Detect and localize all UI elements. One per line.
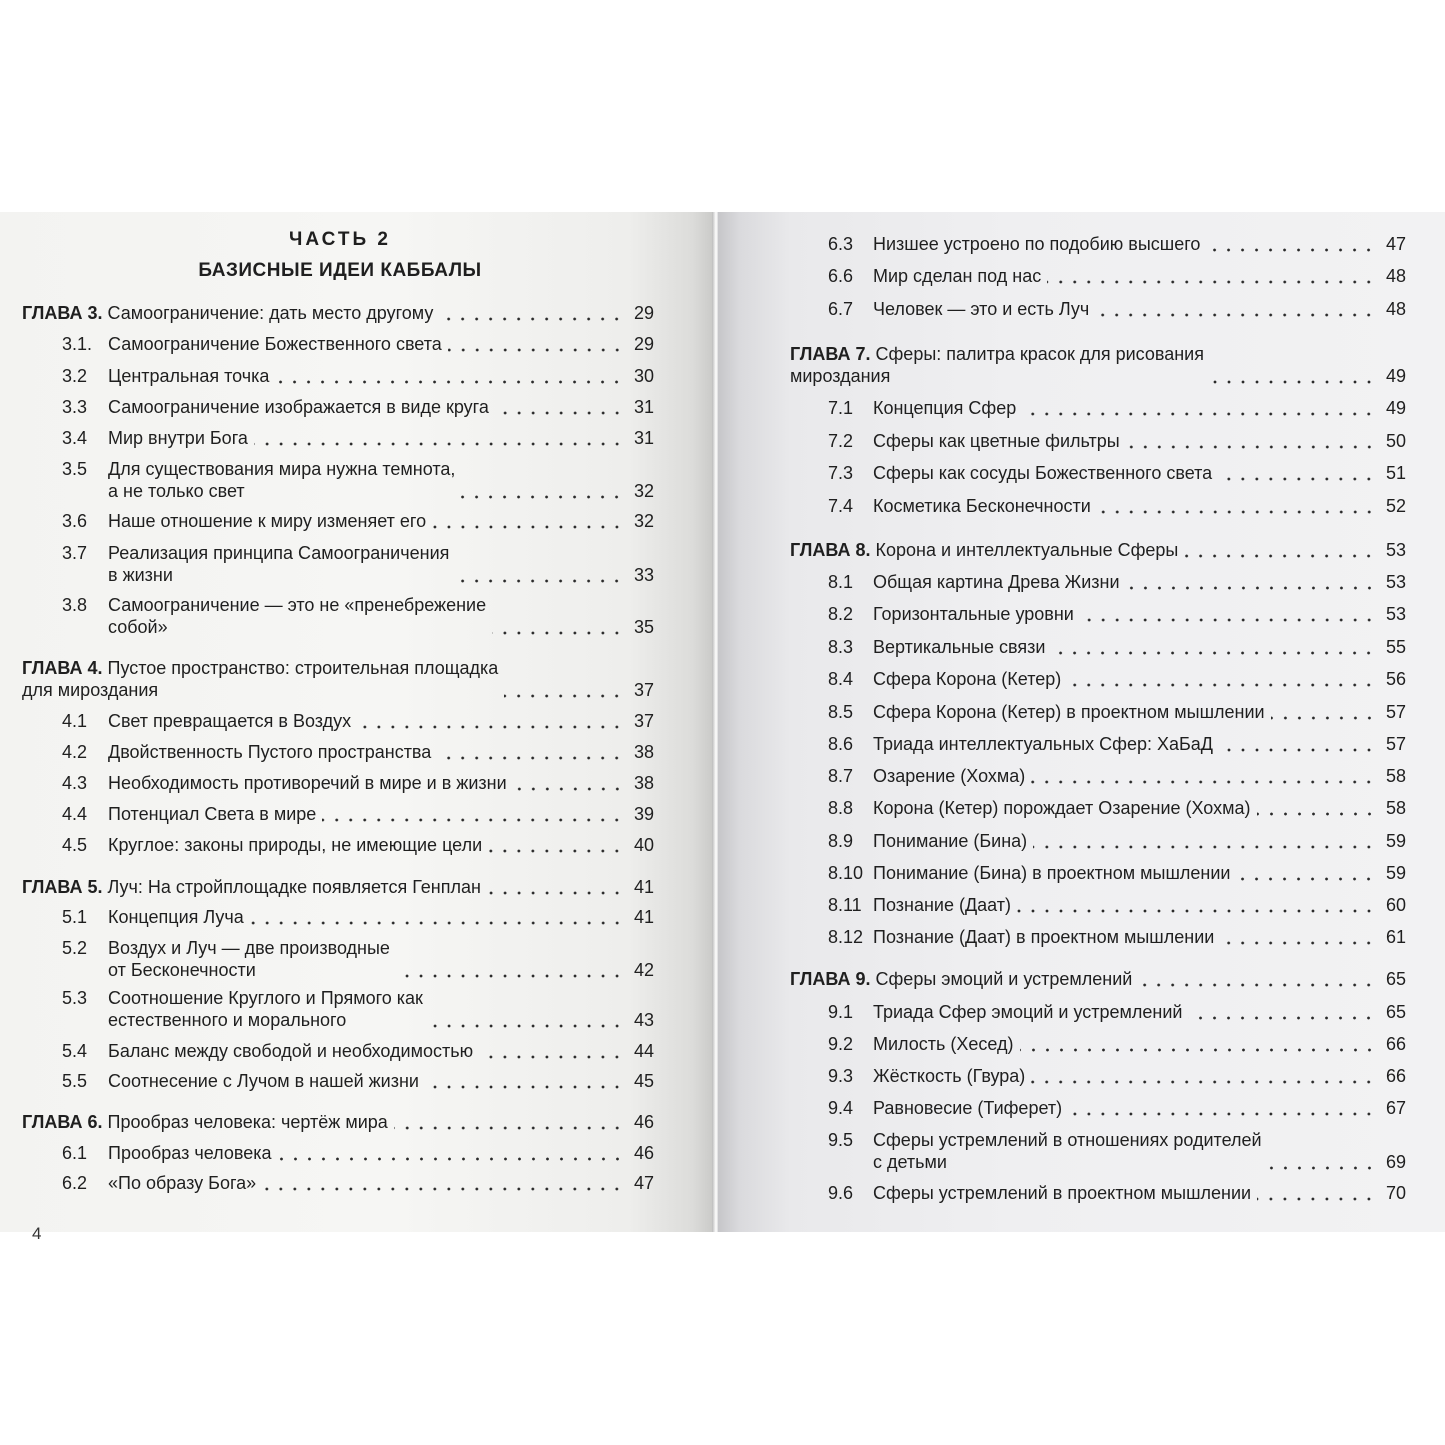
section-title: Сферы как цветные фильтры bbox=[873, 431, 1120, 451]
toc-section-row bbox=[828, 862, 1406, 884]
dot-leader bbox=[479, 1040, 624, 1062]
section-title: Самоограничение — это не «пренебрежение собой» bbox=[108, 595, 487, 637]
book-spread bbox=[0, 212, 1445, 1243]
toc-page-number: 48 bbox=[1385, 299, 1406, 319]
section-number: 3.4 bbox=[62, 428, 88, 448]
toc-page-number: 50 bbox=[1385, 431, 1406, 451]
toc-section-row bbox=[828, 397, 1406, 419]
toc-page-number: 61 bbox=[1385, 927, 1406, 947]
dot-leader bbox=[1218, 462, 1376, 484]
section-title: Озарение (Хохма) bbox=[873, 766, 1026, 786]
toc-page-number: 53 bbox=[1385, 604, 1406, 624]
toc-page-number: 43 bbox=[633, 1010, 654, 1030]
section-number: 6.2 bbox=[62, 1173, 88, 1193]
dot-leader bbox=[1188, 1001, 1376, 1023]
toc-section-row bbox=[62, 1142, 654, 1164]
section-number: 7.4 bbox=[828, 496, 854, 516]
toc-section-row bbox=[62, 365, 654, 387]
section-title: Познание (Даат) в проектном мышлении bbox=[873, 927, 1215, 947]
toc-page-number: 30 bbox=[633, 366, 654, 386]
section-number: 3.8 bbox=[62, 595, 88, 615]
toc-section-row bbox=[828, 797, 1406, 819]
section-number: 3.3 bbox=[62, 397, 88, 417]
dot-leader bbox=[1220, 926, 1376, 948]
toc-section-row bbox=[828, 765, 1406, 787]
toc-page-number: 65 bbox=[1385, 1002, 1406, 1022]
chapter-label: ГЛАВА 4. bbox=[22, 658, 103, 678]
section-number: 6.7 bbox=[828, 299, 854, 319]
toc-page-number: 55 bbox=[1385, 637, 1406, 657]
dot-leader bbox=[461, 480, 624, 502]
toc-page-number: 29 bbox=[633, 334, 654, 354]
toc-chapter-row bbox=[22, 302, 654, 324]
toc-section-row bbox=[62, 710, 654, 732]
toc-page-number: 46 bbox=[633, 1143, 654, 1163]
toc-page-number: 56 bbox=[1385, 669, 1406, 689]
toc-section-row bbox=[828, 495, 1406, 517]
toc-page-number: 47 bbox=[1385, 234, 1406, 254]
toc-page-number: 49 bbox=[1385, 366, 1406, 386]
dot-leader bbox=[1097, 495, 1376, 517]
dot-leader bbox=[487, 876, 624, 898]
toc-section-row bbox=[828, 668, 1406, 690]
toc-page-number: 31 bbox=[633, 428, 654, 448]
dot-leader bbox=[1051, 636, 1376, 658]
toc-section-row bbox=[62, 396, 654, 418]
section-title: Соотнесение с Лучом в нашей жизни bbox=[108, 1071, 419, 1091]
dot-leader bbox=[1138, 968, 1376, 990]
toc-page-number: 57 bbox=[1385, 734, 1406, 754]
dot-leader bbox=[1022, 397, 1376, 419]
section-title: Сферы как сосуды Божественного света bbox=[873, 463, 1213, 483]
dot-leader bbox=[278, 1142, 624, 1164]
section-title: Мир сделан под нас bbox=[873, 266, 1042, 286]
chapter-title: Корона и интеллектуальные Сферы bbox=[870, 540, 1179, 560]
dot-leader bbox=[1210, 365, 1376, 387]
dot-leader bbox=[495, 396, 624, 418]
toc-section-row bbox=[62, 937, 654, 981]
dot-leader bbox=[492, 616, 624, 638]
toc-page-number: 31 bbox=[633, 397, 654, 417]
toc-page-number: 66 bbox=[1385, 1066, 1406, 1086]
section-title: Низшее устроено по подобию высшего bbox=[873, 234, 1201, 254]
toc-chapter-row bbox=[790, 343, 1406, 387]
toc-section-row bbox=[828, 571, 1406, 593]
toc-section-row bbox=[828, 1129, 1406, 1173]
toc-page-number: 38 bbox=[633, 773, 654, 793]
dot-leader bbox=[513, 772, 624, 794]
toc-page-number: 65 bbox=[1385, 969, 1406, 989]
chapter-title: Самоограничение: дать место другому bbox=[102, 303, 434, 323]
dot-leader bbox=[439, 302, 624, 324]
toc-page-number: 40 bbox=[633, 835, 654, 855]
toc-section-row bbox=[62, 987, 654, 1031]
section-number: 5.3 bbox=[62, 988, 88, 1008]
section-number: 9.5 bbox=[828, 1130, 854, 1150]
dot-leader bbox=[432, 510, 624, 532]
toc-page-number: 41 bbox=[633, 877, 654, 897]
dot-leader bbox=[488, 834, 624, 856]
dot-leader bbox=[425, 1070, 624, 1092]
part-heading: ЧАСТЬ 2 bbox=[289, 229, 391, 250]
section-title: Для существования мира нужна темнота, а не только свет bbox=[108, 459, 456, 501]
toc-page-number: 47 bbox=[633, 1173, 654, 1193]
chapter-title: Луч: На стройплощадке появляется Генплан bbox=[102, 877, 481, 897]
section-number: 4.1 bbox=[62, 711, 88, 731]
dot-leader bbox=[357, 710, 624, 732]
toc-section-row bbox=[828, 1097, 1406, 1119]
section-number: 8.11 bbox=[828, 895, 862, 915]
toc-section-row bbox=[828, 830, 1406, 852]
dot-leader bbox=[1268, 1151, 1376, 1173]
section-title: Наше отношение к миру изменяет его bbox=[108, 511, 427, 531]
section-number: 3.2 bbox=[62, 366, 88, 386]
chapter-title: Сферы эмоций и устремлений bbox=[870, 969, 1133, 989]
section-number: 5.4 bbox=[62, 1041, 88, 1061]
section-number: 6.6 bbox=[828, 266, 854, 286]
section-title: Косметика Бесконечности bbox=[873, 496, 1091, 516]
section-title: Триада Сфер эмоций и устремлений bbox=[873, 1002, 1183, 1022]
dot-leader bbox=[275, 365, 624, 387]
section-title: «По образу Бога» bbox=[108, 1173, 257, 1193]
toc-page-number: 52 bbox=[1385, 496, 1406, 516]
section-title: Соотношение Круглого и Прямого как естественного и морального bbox=[108, 988, 423, 1030]
toc-chapter-row bbox=[790, 539, 1406, 561]
section-title: Триада интеллектуальных Сфер: ХаБаД bbox=[873, 734, 1213, 754]
toc-page-number: 29 bbox=[633, 303, 654, 323]
toc-page-number: 59 bbox=[1385, 831, 1406, 851]
toc-section-row bbox=[828, 265, 1406, 287]
toc-page-number: 32 bbox=[633, 481, 654, 501]
toc-page-number: 53 bbox=[1385, 572, 1406, 592]
toc-page-number: 39 bbox=[633, 804, 654, 824]
toc-section-row bbox=[828, 701, 1406, 723]
toc-page-number: 67 bbox=[1385, 1098, 1406, 1118]
toc-section-row bbox=[828, 1065, 1406, 1087]
toc-page-number: 38 bbox=[633, 742, 654, 762]
dot-leader bbox=[1047, 265, 1376, 287]
toc-section-row bbox=[828, 298, 1406, 320]
section-number: 7.2 bbox=[828, 431, 854, 451]
dot-leader bbox=[437, 741, 624, 763]
section-title: Центральная точка bbox=[108, 366, 270, 386]
chapter-label: ГЛАВА 5. bbox=[22, 877, 103, 897]
left-page bbox=[0, 212, 714, 1243]
toc-page-number: 57 bbox=[1385, 702, 1406, 722]
toc-page-number: 58 bbox=[1385, 798, 1406, 818]
toc-chapter-row bbox=[22, 657, 654, 701]
section-title: Понимание (Бина) в проектном мышлении bbox=[873, 863, 1231, 883]
section-title: Воздух и Луч — две производные от Бесконечности bbox=[108, 938, 390, 980]
toc-chapter-row bbox=[790, 968, 1406, 990]
section-number: 9.2 bbox=[828, 1034, 854, 1054]
section-title: Потенциал Света в мире bbox=[108, 804, 317, 824]
toc-page-number: 60 bbox=[1385, 895, 1406, 915]
toc-page-number: 59 bbox=[1385, 863, 1406, 883]
toc-section-row bbox=[62, 542, 654, 586]
part-subtitle: БАЗИСНЫЕ ИДЕИ КАББАЛЫ bbox=[198, 260, 482, 281]
section-number: 8.8 bbox=[828, 798, 854, 818]
section-number: 8.5 bbox=[828, 702, 854, 722]
toc-section-row bbox=[828, 1033, 1406, 1055]
section-title: Необходимость противоречий в мире и в жизни bbox=[108, 773, 507, 793]
chapter-title: Прообраз человека: чертёж мира bbox=[102, 1112, 388, 1132]
toc-section-row bbox=[62, 333, 654, 355]
section-title: Милость (Хесед) bbox=[873, 1034, 1014, 1054]
chapter-label: ГЛАВА 3. bbox=[22, 303, 103, 323]
dot-leader bbox=[1031, 1065, 1376, 1087]
section-title: Прообраз человека bbox=[108, 1143, 272, 1163]
toc-page-number: 58 bbox=[1385, 766, 1406, 786]
section-title: Сфера Корона (Кетер) bbox=[873, 669, 1062, 689]
section-number: 9.3 bbox=[828, 1066, 854, 1086]
dot-leader bbox=[1095, 298, 1376, 320]
toc-chapter-row bbox=[22, 876, 654, 898]
toc-page-number: 37 bbox=[633, 711, 654, 731]
chapter-label: ГЛАВА 8. bbox=[790, 540, 871, 560]
section-title: Концепция Луча bbox=[108, 907, 244, 927]
page-number: 4 bbox=[32, 1224, 42, 1243]
section-number: 3.1. bbox=[62, 334, 93, 354]
section-number: 8.10 bbox=[828, 863, 864, 883]
section-number: 4.2 bbox=[62, 742, 88, 762]
dot-leader bbox=[1020, 1033, 1376, 1055]
section-title: Равновесие (Тиферет) bbox=[873, 1098, 1063, 1118]
toc-page-number: 70 bbox=[1385, 1183, 1406, 1203]
section-number: 8.3 bbox=[828, 637, 854, 657]
toc-section-row bbox=[828, 233, 1406, 255]
section-title: Свет превращается в Воздух bbox=[108, 711, 352, 731]
toc-page-number: 35 bbox=[633, 617, 654, 637]
toc-page-number: 46 bbox=[633, 1112, 654, 1132]
section-number: 8.9 bbox=[828, 831, 854, 851]
toc-section-row bbox=[62, 427, 654, 449]
toc-section-row bbox=[828, 603, 1406, 625]
section-title: Познание (Даат) bbox=[873, 895, 1012, 915]
dot-leader bbox=[1271, 701, 1376, 723]
toc-section-row bbox=[828, 462, 1406, 484]
toc-page-number: 44 bbox=[633, 1041, 654, 1061]
toc-page-number: 33 bbox=[633, 565, 654, 585]
section-title: Самоограничение Божественного света bbox=[108, 334, 442, 354]
section-title: Реализация принципа Самоограничения в жизни bbox=[108, 543, 450, 585]
dot-leader bbox=[396, 959, 624, 981]
toc-section-row bbox=[828, 926, 1406, 948]
toc-section-row bbox=[62, 803, 654, 825]
toc-section-row bbox=[62, 741, 654, 763]
dot-leader bbox=[1080, 603, 1376, 625]
section-title: Сферы устремлений в отношениях родителей с детьми bbox=[873, 1130, 1262, 1172]
section-number: 9.1 bbox=[828, 1002, 854, 1022]
dot-leader bbox=[1067, 668, 1376, 690]
toc-section-row bbox=[828, 733, 1406, 755]
right-page bbox=[718, 212, 1445, 1232]
section-title: Горизонтальные уровни bbox=[873, 604, 1074, 624]
section-title: Общая картина Древа Жизни bbox=[873, 572, 1120, 592]
dot-leader bbox=[1206, 233, 1376, 255]
dot-leader bbox=[1068, 1097, 1376, 1119]
dot-leader bbox=[1219, 733, 1376, 755]
chapter-label: ГЛАВА 7. bbox=[790, 344, 871, 364]
section-number: 4.4 bbox=[62, 804, 88, 824]
toc-section-row bbox=[62, 594, 654, 638]
section-number: 4.5 bbox=[62, 835, 88, 855]
section-number: 4.3 bbox=[62, 773, 88, 793]
dot-leader bbox=[1033, 830, 1376, 852]
section-number: 7.1 bbox=[828, 398, 854, 418]
toc-section-row bbox=[828, 1001, 1406, 1023]
chapter-title: Пустое пространство: строительная площадка для мироздания bbox=[22, 658, 499, 700]
dot-leader bbox=[1126, 430, 1376, 452]
section-title: Корона (Кетер) порождает Озарение (Хохма) bbox=[873, 798, 1251, 818]
section-number: 6.3 bbox=[828, 234, 854, 254]
toc-section-row bbox=[828, 430, 1406, 452]
toc-section-row bbox=[828, 636, 1406, 658]
dot-leader bbox=[1126, 571, 1376, 593]
dot-leader bbox=[262, 1172, 624, 1194]
section-title: Самоограничение изображается в виде круга bbox=[108, 397, 489, 417]
section-title: Концепция Сфер bbox=[873, 398, 1017, 418]
dot-leader bbox=[1257, 1182, 1376, 1204]
section-title: Человек — это и есть Луч bbox=[873, 299, 1090, 319]
toc-page-number: 37 bbox=[633, 680, 654, 700]
dot-leader bbox=[455, 564, 624, 586]
dot-leader bbox=[394, 1111, 624, 1133]
section-number: 5.1 bbox=[62, 907, 88, 927]
toc-section-row bbox=[62, 772, 654, 794]
section-number: 3.5 bbox=[62, 459, 88, 479]
section-number: 8.7 bbox=[828, 766, 854, 786]
toc-page-number: 49 bbox=[1385, 398, 1406, 418]
toc-section-row bbox=[62, 834, 654, 856]
section-title: Круглое: законы природы, не имеющие цели bbox=[108, 835, 483, 855]
section-title: Сфера Корона (Кетер) в проектном мышлении bbox=[873, 702, 1265, 722]
section-number: 5.5 bbox=[62, 1071, 88, 1091]
section-title: Двойственность Пустого пространства bbox=[108, 742, 432, 762]
section-number: 9.4 bbox=[828, 1098, 854, 1118]
chapter-title: Сферы: палитра красок для рисования мироздания bbox=[790, 344, 1204, 386]
dot-leader bbox=[504, 679, 624, 701]
section-number: 8.4 bbox=[828, 669, 854, 689]
dot-leader bbox=[1236, 862, 1376, 884]
chapter-label: ГЛАВА 6. bbox=[22, 1112, 103, 1132]
toc-section-row bbox=[62, 510, 654, 532]
dot-leader bbox=[250, 906, 624, 928]
toc-chapter-row bbox=[22, 1111, 654, 1133]
toc-page-number: 53 bbox=[1385, 540, 1406, 560]
dot-leader bbox=[1257, 797, 1377, 819]
toc-section-row bbox=[828, 894, 1406, 916]
section-number: 8.6 bbox=[828, 734, 854, 754]
section-title: Баланс между свободой и необходимостью bbox=[108, 1041, 474, 1061]
section-number: 3.7 bbox=[62, 543, 88, 563]
toc-section-row bbox=[62, 1040, 654, 1062]
section-number: 8.1 bbox=[828, 572, 854, 592]
dot-leader bbox=[254, 427, 624, 449]
section-number: 7.3 bbox=[828, 463, 854, 483]
section-title: Мир внутри Бога bbox=[108, 428, 248, 448]
section-number: 8.2 bbox=[828, 604, 854, 624]
toc-page-number: 51 bbox=[1385, 463, 1406, 483]
toc-section-row bbox=[62, 458, 654, 502]
toc-page-number: 48 bbox=[1385, 266, 1406, 286]
section-title: Вертикальные связи bbox=[873, 637, 1046, 657]
toc-section-row bbox=[62, 1070, 654, 1092]
toc-section-row bbox=[828, 1182, 1406, 1204]
dot-leader bbox=[1184, 539, 1376, 561]
dot-leader bbox=[448, 333, 624, 355]
toc-page-number: 41 bbox=[633, 907, 654, 927]
toc-section-row bbox=[62, 906, 654, 928]
toc-page-number: 45 bbox=[633, 1071, 654, 1091]
toc-page-number: 69 bbox=[1385, 1152, 1406, 1172]
dot-leader bbox=[322, 803, 624, 825]
dot-leader bbox=[1017, 894, 1376, 916]
dot-leader bbox=[429, 1009, 624, 1031]
section-title: Жёсткость (Гвура) bbox=[873, 1066, 1026, 1086]
chapter-label: ГЛАВА 9. bbox=[790, 969, 871, 989]
toc-page-number: 42 bbox=[633, 960, 654, 980]
section-number: 6.1 bbox=[62, 1143, 88, 1163]
section-number: 3.6 bbox=[62, 511, 88, 531]
section-number: 9.6 bbox=[828, 1183, 854, 1203]
toc-page-number: 66 bbox=[1385, 1034, 1406, 1054]
section-number: 5.2 bbox=[62, 938, 88, 958]
section-title: Сферы устремлений в проектном мышлении bbox=[873, 1183, 1252, 1203]
toc-page-number: 32 bbox=[633, 511, 654, 531]
section-title: Понимание (Бина) bbox=[873, 831, 1028, 851]
toc-section-row bbox=[62, 1172, 654, 1194]
section-number: 8.12 bbox=[828, 927, 864, 947]
dot-leader bbox=[1031, 765, 1376, 787]
